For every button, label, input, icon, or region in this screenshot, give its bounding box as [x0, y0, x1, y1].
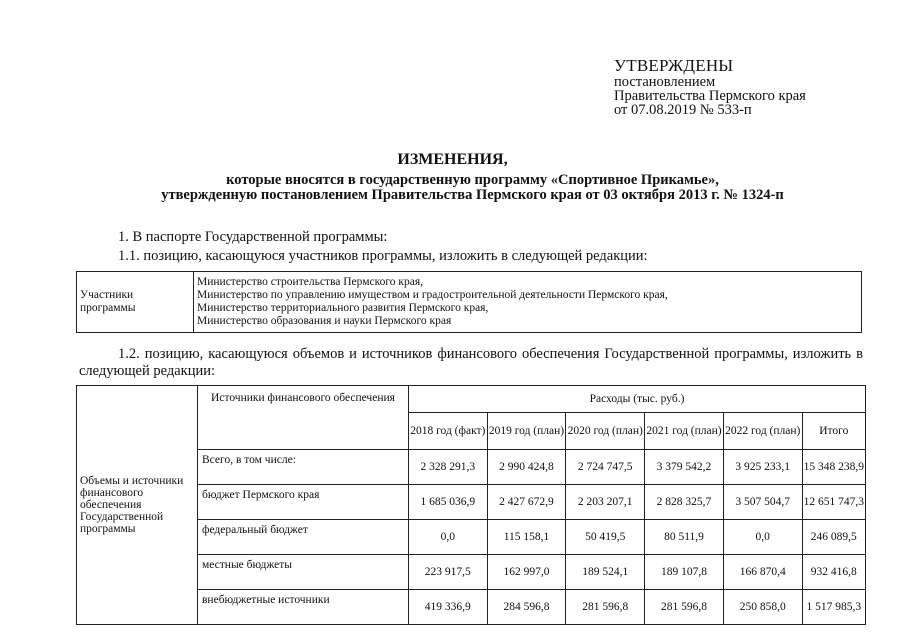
table-cell: 250 858,0	[723, 590, 802, 625]
table-cell: 50 419,5	[566, 520, 645, 555]
table-cell: 2 990 424,8	[487, 450, 566, 485]
list-item: Министерство образования и науки Пермского края	[197, 315, 452, 327]
approval-line: от 07.08.2019 № 533-п	[614, 102, 752, 118]
table-cell: 2 328 291,3	[409, 450, 488, 485]
approval-block	[614, 57, 806, 117]
list-item: Министерство территориального развития Пермского края,	[197, 302, 489, 314]
table-cell: 166 870,4	[723, 555, 802, 590]
table-cell: 1 517 985,3	[802, 590, 865, 625]
table-cell: 3 507 504,7	[723, 485, 802, 520]
column-header: 2018 год (факт)	[409, 413, 488, 450]
participants-label: Участники программы	[77, 272, 194, 333]
table-cell: 223 917,5	[409, 555, 488, 590]
heading-title: ИЗМЕНЕНИЯ,	[397, 151, 508, 168]
finance-label: Объемы и источники финансового обеспечения Государственной программы	[77, 386, 198, 625]
participants-list	[194, 272, 862, 333]
table-cell: 419 336,9	[409, 590, 488, 625]
table-cell: 2 828 325,7	[645, 485, 724, 520]
column-header: 2022 год (план)	[723, 413, 802, 450]
section-1-paragraph: 1. В паспорте Государственной программы:	[118, 229, 388, 245]
table-cell: 2 203 207,1	[566, 485, 645, 520]
heading-line: утвержденную постановлением Правительства Пермского края от 03 октября 2013 г. № 1324-п	[161, 187, 784, 203]
expenses-header: Расходы (тыс. руб.)	[409, 386, 866, 413]
section-1-2-paragraph: 1.2. позицию, касающуюся объемов и источников финансового обеспечения Государственной программы, изложить в следующей редакции:	[79, 346, 863, 379]
section-1-1-paragraph: 1.1. позицию, касающуюся участников программы, изложить в следующей редакции:	[118, 248, 648, 264]
table-cell: 2 427 672,9	[487, 485, 566, 520]
table-header-row	[77, 386, 866, 413]
column-header: Итого	[802, 413, 865, 450]
table-cell: 3 925 233,1	[723, 450, 802, 485]
table-cell: 284 596,8	[487, 590, 566, 625]
table-cell: 189 524,1	[566, 555, 645, 590]
participants-table	[76, 271, 862, 333]
approval-line: Правительства Пермского края	[614, 88, 806, 104]
table-row	[77, 272, 862, 333]
table-cell: 0,0	[723, 520, 802, 555]
list-item: Министерство строительства Пермского края,	[197, 276, 423, 288]
approval-title: УТВЕРЖДЕНЫ	[614, 56, 734, 75]
source-name: Всего, в том числе:	[198, 450, 409, 485]
table-cell: 15 348 238,9	[802, 450, 865, 485]
source-name: местные бюджеты	[198, 555, 409, 590]
table-cell: 1 685 036,9	[409, 485, 488, 520]
table-cell: 2 724 747,5	[566, 450, 645, 485]
finance-table	[76, 385, 866, 625]
table-cell: 0,0	[409, 520, 488, 555]
source-name: внебюджетные источники	[198, 590, 409, 625]
table-cell: 162 997,0	[487, 555, 566, 590]
table-cell: 281 596,8	[566, 590, 645, 625]
table-cell: 189 107,8	[645, 555, 724, 590]
table-cell: 3 379 542,2	[645, 450, 724, 485]
column-header: 2020 год (план)	[566, 413, 645, 450]
source-name: бюджет Пермского края	[198, 485, 409, 520]
table-cell: 932 416,8	[802, 555, 865, 590]
table-cell: 281 596,8	[645, 590, 724, 625]
document-heading	[0, 150, 905, 203]
column-header: 2019 год (план)	[487, 413, 566, 450]
heading-line: которые вносятся в государственную программу «Спортивное Прикамье»,	[226, 172, 719, 188]
table-cell: 80 511,9	[645, 520, 724, 555]
sources-header: Источники финансового обеспечения	[198, 386, 409, 450]
table-cell: 12 651 747,3	[802, 485, 865, 520]
table-cell: 246 089,5	[802, 520, 865, 555]
list-item: Министерство по управлению имуществом и градостроительной деятельности Пермского края,	[197, 289, 668, 301]
table-cell: 115 158,1	[487, 520, 566, 555]
column-header: 2021 год (план)	[645, 413, 724, 450]
source-name: федеральный бюджет	[198, 520, 409, 555]
approval-line: постановлением	[614, 74, 716, 90]
